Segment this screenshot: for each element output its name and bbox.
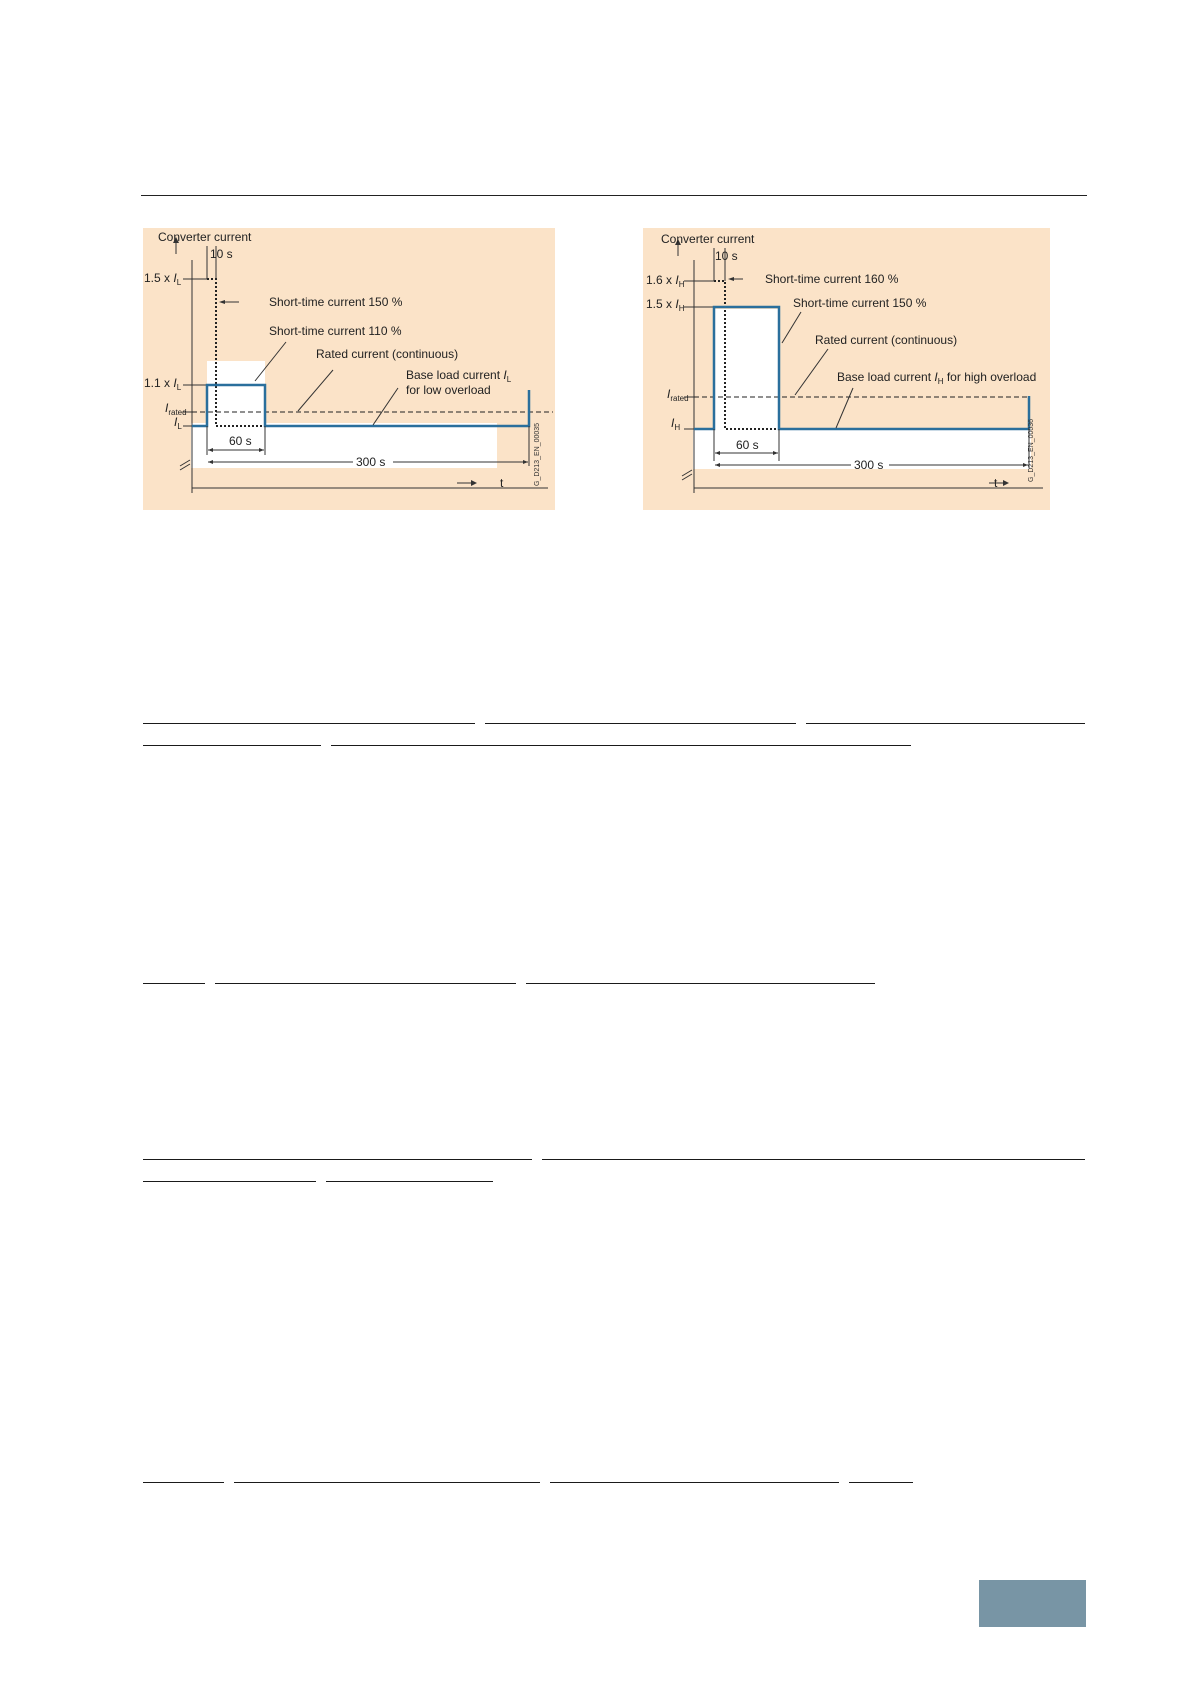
figure-id: G_D213_EN_00035 xyxy=(534,422,541,486)
low-overload-svg xyxy=(143,228,555,510)
dim-300s-label: 300 s xyxy=(854,458,884,472)
y-label-rated xyxy=(667,387,689,403)
y-label-mid xyxy=(144,376,182,392)
y-label-top-prefix: 1.6 x xyxy=(646,273,676,287)
underline-rule xyxy=(326,1181,493,1182)
arrowhead xyxy=(728,277,734,281)
underline-rule xyxy=(234,1482,540,1483)
underline-rule xyxy=(143,1159,532,1160)
underline-rule xyxy=(215,983,516,984)
x-axis-label: t xyxy=(500,476,504,490)
arrowhead xyxy=(1003,480,1009,486)
y-label-sub: L xyxy=(176,278,182,287)
y-label-mid-prefix: 1.1 x xyxy=(144,376,174,390)
annotation-base-suffix: for high overload xyxy=(943,370,1037,384)
base-sub: L xyxy=(177,422,182,431)
leader-base xyxy=(836,388,853,428)
annotation-rated: Rated current (continuous) xyxy=(815,333,958,347)
high-overload-svg xyxy=(643,228,1050,510)
annotation-base-var: I xyxy=(503,368,507,382)
annotation-peak: Short-time current 150 % xyxy=(269,295,403,309)
high-overload-diagram xyxy=(643,228,1050,510)
annotation-peak: Short-time current 160 % xyxy=(765,272,899,286)
annotation-base-prefix: Base load current xyxy=(406,368,504,382)
annotation-base-sub: H xyxy=(937,377,944,386)
dim-60s-label: 60 s xyxy=(736,438,759,452)
dim-60s-label: 60 s xyxy=(229,434,252,448)
annotation-base-line2: for low overload xyxy=(406,383,491,397)
leader-rated xyxy=(795,349,828,395)
underline-rule xyxy=(143,1482,224,1483)
dim-300s-label: 300 s xyxy=(356,455,386,469)
arrowhead xyxy=(471,480,477,486)
base-sub: H xyxy=(674,423,681,432)
annotation-base-line1 xyxy=(406,368,512,384)
annotation-rated: Rated current (continuous) xyxy=(316,347,459,361)
y-label-sub: H xyxy=(678,280,685,289)
annotation-base xyxy=(837,370,1036,386)
leader-rated xyxy=(298,370,333,411)
underline-rule xyxy=(143,723,475,724)
y-label-var: I xyxy=(675,297,679,311)
underline-rule xyxy=(849,1482,913,1483)
underline-rule xyxy=(331,745,911,746)
header-rule xyxy=(141,195,1087,196)
y-label-mid-prefix: 1.5 x xyxy=(646,297,676,311)
y-label-top xyxy=(144,271,182,287)
annotation-block: Short-time current 150 % xyxy=(793,296,927,310)
dim-10s-label: 10 s xyxy=(210,247,233,261)
x-axis-label: t xyxy=(994,476,998,490)
y-label-base xyxy=(671,416,680,432)
y-label-sub: L xyxy=(176,383,182,392)
arrowhead xyxy=(523,460,528,464)
leader-base xyxy=(373,388,398,425)
y-label-var: I xyxy=(173,271,177,285)
white-block xyxy=(714,309,779,429)
figure-id: G_D213_EN_00036 xyxy=(1028,418,1035,482)
rated-var: I xyxy=(165,401,169,415)
underline-rule xyxy=(806,723,1085,724)
annotation-base-prefix: Base load current xyxy=(837,370,935,384)
rated-var: I xyxy=(667,387,671,401)
y-label-var: I xyxy=(675,273,679,287)
rated-sub: rated xyxy=(168,408,187,417)
y-axis-title: Converter current xyxy=(661,232,755,246)
rated-sub: rated xyxy=(670,394,689,403)
annotation-block: Short-time current 110 % xyxy=(269,324,402,338)
underline-rule xyxy=(542,1159,1085,1160)
arrowhead xyxy=(219,300,225,304)
base-var: I xyxy=(174,415,178,429)
underline-rule xyxy=(143,1181,316,1182)
y-label-mid xyxy=(646,297,685,313)
underline-rule xyxy=(550,1482,839,1483)
y-label-var: I xyxy=(173,376,177,390)
underline-rule xyxy=(143,983,205,984)
underline-rule xyxy=(485,723,796,724)
y-label-base xyxy=(174,415,182,431)
leader-block xyxy=(782,312,801,343)
dim-10s-label: 10 s xyxy=(715,249,738,263)
annotation-base-sub: L xyxy=(506,375,512,384)
low-overload-diagram xyxy=(143,228,555,510)
underline-rule xyxy=(143,745,321,746)
y-label-top xyxy=(646,273,685,289)
annotation-base-var: I xyxy=(934,370,938,384)
page-number-box xyxy=(979,1580,1086,1627)
y-label-sub: H xyxy=(678,304,685,313)
base-var: I xyxy=(671,416,675,430)
underline-rule xyxy=(526,983,875,984)
y-axis-title: Converter current xyxy=(158,230,252,244)
y-label-top-prefix: 1.5 x xyxy=(144,271,174,285)
